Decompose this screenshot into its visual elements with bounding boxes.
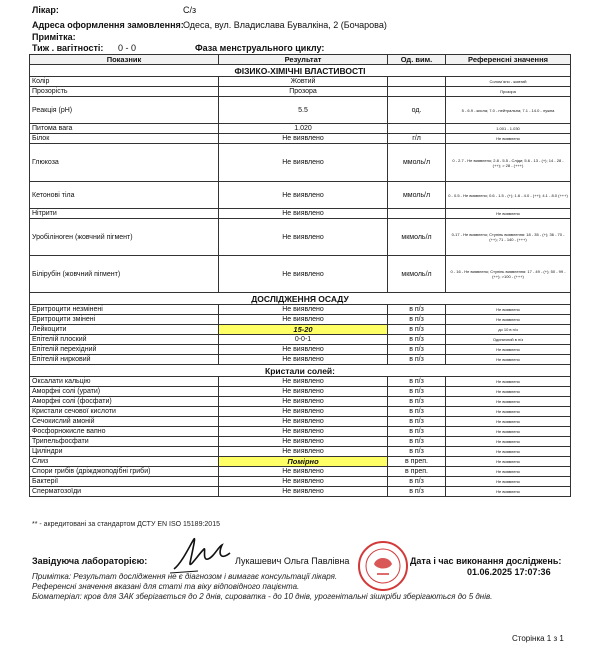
reference-value: Не виявлено bbox=[446, 315, 571, 325]
indicator-name: Реакція (pH) bbox=[30, 97, 219, 124]
unit-value: мкмоль/л bbox=[388, 219, 446, 256]
reference-value: 5 - 6.9 - кисла; 7.0 - нейтральна; 7.1 - 14.0 - лужна bbox=[446, 97, 571, 124]
result-value: Не виявлено bbox=[219, 144, 388, 182]
indicator-name: Еритроцити незмінені bbox=[30, 305, 219, 315]
section-header-row bbox=[30, 293, 571, 305]
col-header-result: Результат bbox=[219, 55, 388, 65]
indicator-name: Уробіліноген (жовчний пігмент) bbox=[30, 219, 219, 256]
reference-value: Не виявлено bbox=[446, 417, 571, 427]
indicator-name: Прозорість bbox=[30, 87, 219, 97]
results-body bbox=[30, 65, 571, 497]
reference-value: Не виявлено bbox=[446, 209, 571, 219]
indicator-name: Слиз bbox=[30, 457, 219, 467]
lab-seal-icon bbox=[357, 540, 409, 592]
table-row bbox=[30, 457, 571, 467]
unit-value: в п/з bbox=[388, 345, 446, 355]
reference-value: Не виявлено bbox=[446, 477, 571, 487]
table-row bbox=[30, 437, 571, 447]
execution-date-value: 01.06.2025 17:07:36 bbox=[467, 567, 551, 577]
table-row bbox=[30, 377, 571, 387]
reference-value: Не виявлено bbox=[446, 447, 571, 457]
indicator-name: Сперматозоїди bbox=[30, 487, 219, 497]
result-value: Не виявлено bbox=[219, 387, 388, 397]
result-value: Не виявлено bbox=[219, 397, 388, 407]
table-row bbox=[30, 335, 571, 345]
address-value: Одеса, вул. Владислава Бувалкіна, 2 (Бочарова) bbox=[183, 20, 387, 30]
address-label: Адреса оформлення замовлення: bbox=[32, 20, 184, 30]
result-value: Прозора bbox=[219, 87, 388, 97]
lab-head-label: Завідуюча лабораторією: bbox=[32, 556, 148, 566]
reference-value: Не виявлено bbox=[446, 134, 571, 144]
unit-value: в п/з bbox=[388, 315, 446, 325]
result-value: Не виявлено bbox=[219, 209, 388, 219]
result-value: Не виявлено bbox=[219, 305, 388, 315]
reference-value: Не виявлено bbox=[446, 397, 571, 407]
result-value: Не виявлено bbox=[219, 477, 388, 487]
table-row bbox=[30, 467, 571, 477]
col-header-unit: Од. вим. bbox=[388, 55, 446, 65]
unit-value: в п/з bbox=[388, 305, 446, 315]
lab-head-name: Лукашевич Ольга Павлівна bbox=[235, 556, 350, 566]
unit-value: в п/з bbox=[388, 417, 446, 427]
table-row bbox=[30, 305, 571, 315]
note-label: Примітка: bbox=[32, 32, 76, 42]
reference-value: Не виявлено bbox=[446, 387, 571, 397]
result-value: Не виявлено bbox=[219, 467, 388, 477]
table-row bbox=[30, 97, 571, 124]
table-row bbox=[30, 427, 571, 437]
section-title: ДОСЛІДЖЕННЯ ОСАДУ bbox=[30, 293, 571, 305]
unit-value bbox=[388, 209, 446, 219]
footer-note-2: Референсні значення вказані для статі та віку відповідного пацієнта. bbox=[32, 582, 300, 591]
table-row bbox=[30, 477, 571, 487]
unit-value: мкмоль/л bbox=[388, 256, 446, 293]
reference-value: Не виявлено bbox=[446, 467, 571, 477]
unit-value bbox=[388, 87, 446, 97]
table-row bbox=[30, 87, 571, 97]
reference-value: Одиничний в п/з bbox=[446, 335, 571, 345]
unit-value: в п/з bbox=[388, 487, 446, 497]
reference-value: 0 - 2.7 - Не виявлено; 2.8 - 5.5 - Сліди; 5.6 - 13 - (+); 14 - 28 - (++); > 28 - (+++) bbox=[446, 144, 571, 182]
unit-value: в п/з bbox=[388, 377, 446, 387]
section-header-row bbox=[30, 365, 571, 377]
indicator-name: Спори грибів (дріжджоподібні гриби) bbox=[30, 467, 219, 477]
unit-value: в п/з bbox=[388, 437, 446, 447]
reference-value: Не виявлено bbox=[446, 345, 571, 355]
unit-value: в преп. bbox=[388, 457, 446, 467]
unit-value: г/л bbox=[388, 134, 446, 144]
indicator-name: Питома вага bbox=[30, 124, 219, 134]
result-value: Не виявлено bbox=[219, 219, 388, 256]
indicator-name: Еритроцити змінені bbox=[30, 315, 219, 325]
reference-value: Не виявлено bbox=[446, 437, 571, 447]
page-number: Сторінка 1 з 1 bbox=[512, 634, 564, 643]
unit-value: в п/з bbox=[388, 387, 446, 397]
result-value: Не виявлено bbox=[219, 417, 388, 427]
indicator-name: Сечокислий амоній bbox=[30, 417, 219, 427]
result-value: 1.020 bbox=[219, 124, 388, 134]
unit-value: од. bbox=[388, 97, 446, 124]
unit-value: в п/з bbox=[388, 407, 446, 417]
result-value: Не виявлено bbox=[219, 427, 388, 437]
unit-value: ммоль/л bbox=[388, 182, 446, 209]
cycle-phase-label: Фаза менструального циклу: bbox=[195, 43, 325, 53]
result-value: 5.5 bbox=[219, 97, 388, 124]
reference-value: Не виявлено bbox=[446, 377, 571, 387]
indicator-name: Епітелій перехідний bbox=[30, 345, 219, 355]
footer-note-1: Примітка: Результат дослідження не є діагнозом і вимагає консультації лікаря. bbox=[32, 572, 338, 581]
pregnancy-value: 0 - 0 bbox=[118, 43, 137, 53]
pregnancy-label: Тиж . вагітності: bbox=[32, 43, 104, 53]
unit-value: в п/з bbox=[388, 397, 446, 407]
reference-value: 1.001 - 1.030 bbox=[446, 124, 571, 134]
table-row bbox=[30, 487, 571, 497]
table-row bbox=[30, 417, 571, 427]
indicator-name: Фосфорнокисле вапно bbox=[30, 427, 219, 437]
result-value: Не виявлено bbox=[219, 407, 388, 417]
result-value: Не виявлено bbox=[219, 355, 388, 365]
table-row bbox=[30, 407, 571, 417]
indicator-name: Нітрити bbox=[30, 209, 219, 219]
indicator-name: Бактерії bbox=[30, 477, 219, 487]
indicator-name: Кетонові тіла bbox=[30, 182, 219, 209]
reference-value: 0-17 - Не виявлено; Ступінь виявлення: 18 - 35 - (+); 36 - 70 - (++); 71 - 140 - (+++) bbox=[446, 219, 571, 256]
unit-value bbox=[388, 124, 446, 134]
doctor-label: Лікар: bbox=[32, 5, 59, 15]
indicator-name: Кристали сечової кислоти bbox=[30, 407, 219, 417]
table-row bbox=[30, 447, 571, 457]
table-header-row bbox=[30, 55, 571, 65]
indicator-name: Білірубін (жовчний пігмент) bbox=[30, 256, 219, 293]
unit-value: ммоль/л bbox=[388, 144, 446, 182]
indicator-name: Трипельфосфати bbox=[30, 437, 219, 447]
footer-note-3: Біоматеріал: кров для ЗАК зберігається до 2 днів, сироватка - до 10 днів, урогенітальні зішкріби зберігаються до 5 днів. bbox=[32, 592, 493, 601]
indicator-name: Епітелій плоский bbox=[30, 335, 219, 345]
result-value: Жовтий bbox=[219, 77, 388, 87]
indicator-name: Епітелій нирковий bbox=[30, 355, 219, 365]
execution-date-label: Дата і час виконання досліджень: bbox=[410, 556, 562, 566]
table-row bbox=[30, 315, 571, 325]
indicator-name: Циліндри bbox=[30, 447, 219, 457]
table-row bbox=[30, 345, 571, 355]
col-header-reference: Референсні значення bbox=[446, 55, 571, 65]
unit-value: в п/з bbox=[388, 355, 446, 365]
result-value: Не виявлено bbox=[219, 315, 388, 325]
indicator-name: Лейкоцити bbox=[30, 325, 219, 335]
indicator-name: Аморфні солі (фосфати) bbox=[30, 397, 219, 407]
results-table bbox=[29, 54, 571, 497]
table-row bbox=[30, 387, 571, 397]
table-row bbox=[30, 325, 571, 335]
reference-value: Не виявлено bbox=[446, 487, 571, 497]
result-value: 15-20 bbox=[219, 325, 388, 335]
reference-value: Не виявлено bbox=[446, 355, 571, 365]
table-row bbox=[30, 144, 571, 182]
unit-value: в п/з bbox=[388, 447, 446, 457]
result-value: Не виявлено bbox=[219, 345, 388, 355]
unit-value bbox=[388, 77, 446, 87]
signature-icon bbox=[168, 533, 238, 575]
result-value: Не виявлено bbox=[219, 182, 388, 209]
doctor-value: С/з bbox=[183, 5, 197, 15]
unit-value: в п/з bbox=[388, 335, 446, 345]
table-row bbox=[30, 397, 571, 407]
table-row bbox=[30, 182, 571, 209]
section-title: Кристали солей: bbox=[30, 365, 571, 377]
unit-value: в п/з bbox=[388, 325, 446, 335]
result-value: Помірно bbox=[219, 457, 388, 467]
result-value: 0-0-1 bbox=[219, 335, 388, 345]
reference-value: Не виявлено bbox=[446, 457, 571, 467]
table-row bbox=[30, 355, 571, 365]
indicator-name: Глюкоза bbox=[30, 144, 219, 182]
unit-value: в п/з bbox=[388, 477, 446, 487]
table-row bbox=[30, 77, 571, 87]
result-value: Не виявлено bbox=[219, 447, 388, 457]
unit-value: в преп. bbox=[388, 467, 446, 477]
result-value: Не виявлено bbox=[219, 134, 388, 144]
reference-value: Прозора bbox=[446, 87, 571, 97]
table-row bbox=[30, 134, 571, 144]
result-value: Не виявлено bbox=[219, 487, 388, 497]
reference-value: Не виявлено bbox=[446, 407, 571, 417]
result-value: Не виявлено bbox=[219, 377, 388, 387]
reference-value: до 10 в п/з bbox=[446, 325, 571, 335]
indicator-name: Білок bbox=[30, 134, 219, 144]
result-value: Не виявлено bbox=[219, 437, 388, 447]
indicator-name: Колір bbox=[30, 77, 219, 87]
table-row bbox=[30, 124, 571, 134]
table-row bbox=[30, 209, 571, 219]
section-header-row bbox=[30, 65, 571, 77]
reference-value: Не виявлено bbox=[446, 427, 571, 437]
indicator-name: Аморфні солі (урати) bbox=[30, 387, 219, 397]
col-header-indicator: Показник bbox=[30, 55, 219, 65]
table-row bbox=[30, 256, 571, 293]
section-title: ФІЗИКО-ХІМІЧНІ ВЛАСТИВОСТІ bbox=[30, 65, 571, 77]
unit-value: в п/з bbox=[388, 427, 446, 437]
reference-value: Не виявлено bbox=[446, 305, 571, 315]
reference-value: 0 - 16 - Не виявлено; Ступінь виявлення: 17 - 49 - (+); 50 - 99 - (++); >100 - (+++) bbox=[446, 256, 571, 293]
result-value: Не виявлено bbox=[219, 256, 388, 293]
reference-value: 0 - 0.5 - Не виявлено; 0.6 - 1.5 - (+); 1.6 - 4.0 - (++); 4.1 - 8.0 (+++) bbox=[446, 182, 571, 209]
accreditation-note: ** - акредитовані за стандартом ДСТУ EN ISO 15189:2015 bbox=[32, 521, 220, 528]
indicator-name: Оксалати кальцію bbox=[30, 377, 219, 387]
reference-value: Солом`яно - жовтий bbox=[446, 77, 571, 87]
table-row bbox=[30, 219, 571, 256]
